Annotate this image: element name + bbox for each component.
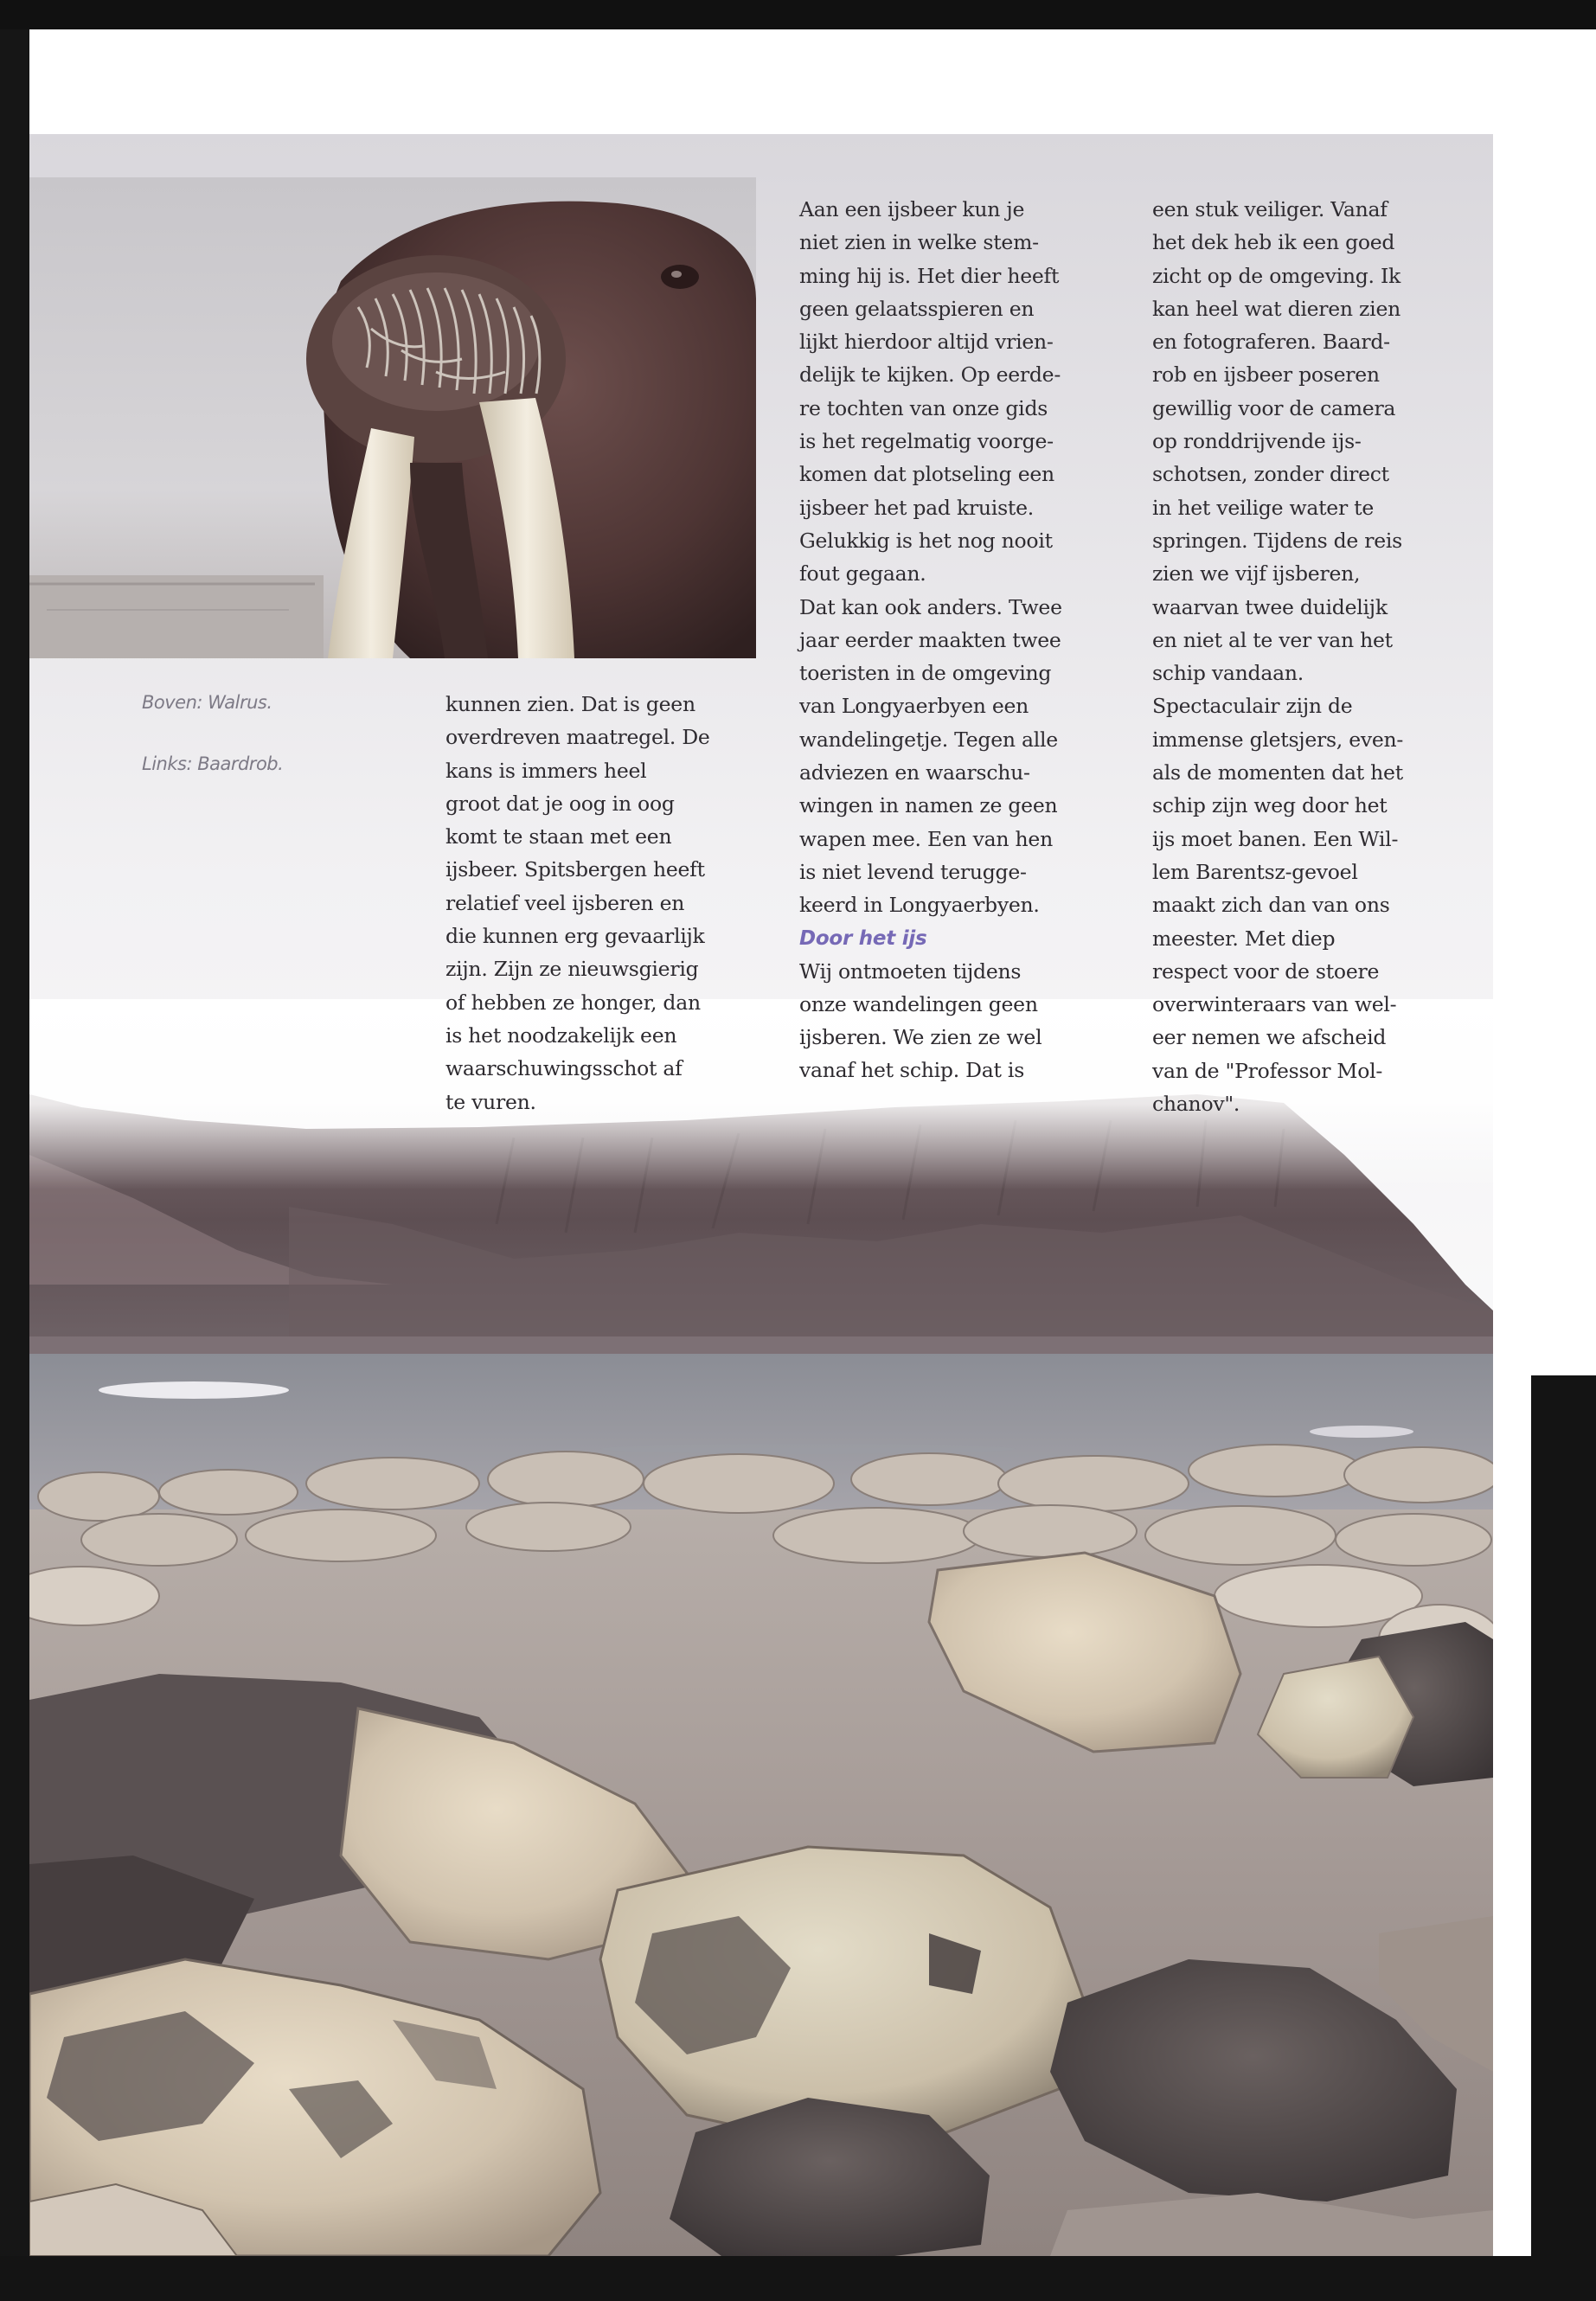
paragraph: Dat kan ook anders. Twee jaar eerder maakten twee toeristen in de omgeving van Longyaerbyen een wandelingetje. Tegen alle adviezen en waarschu- wingen in namen ze geen wapen mee. Een van hen is niet levend terugge- keerd in Longyaerbyen. bbox=[799, 594, 1062, 918]
scan-border-right bbox=[1531, 1375, 1596, 2301]
paragraph: een stuk veiliger. Vanaf het dek heb ik een goed zicht op de omgeving. Ik kan heel wat dieren zien en fotograferen. Baard- rob en ijsbeer poseren gewillig voor de camera op ronddrijvende ijs- schotsen, zonder direct in het veilige water te springen. Tijdens de reis zien we vijf ijsberen, waarvan twee duidelijk en niet al te ver van het schip vandaan. Spectaculair zijn de immense gletsjers, even- als de momenten dat het schip zijn weg door het ijs moet banen. Een Wil- lem Barentsz-gevoel maakt zich dan van ons meester. Met diep respect voor de stoere overwinteraars van wel- eer nemen we afscheid van de "Professor Mol- chanov". bbox=[1152, 197, 1404, 1117]
subheading: Door het ijs bbox=[799, 926, 927, 950]
scan-border-left bbox=[0, 29, 29, 2301]
text-column-1 bbox=[445, 688, 766, 1118]
caption-bearded-seal: Links: Baardrob. bbox=[142, 753, 284, 774]
paragraph: kunnen zien. Dat is geen overdreven maatregel. De kans is immers heel groot dat je oog in oog komt te staan met een ijsbeer. Spitsbergen heeft relatief veel ijsberen en die kunnen erg gevaarlijk zijn. Zijn ze nieuwsgierig of hebben ze honger, dan is het noodzakelijk een waarschuwingsschot af te vuren. bbox=[445, 692, 710, 1114]
magazine-page bbox=[29, 134, 1493, 2256]
caption-walrus: Boven: Walrus. bbox=[142, 692, 272, 713]
text-column-3 bbox=[1152, 193, 1472, 1120]
walrus-photo bbox=[29, 177, 756, 658]
paragraph: Aan een ijsbeer kun je niet zien in welke stem- ming hij is. Het dier heeft geen gelaatsspieren en lijkt hierdoor altijd vrien- delijk te kijken. Op eerde- re tochten van onze gids is het regelmatig voorge- komen dat plotseling een ijsbeer het pad kruiste. Gelukkig is het nog nooit fout gegaan. bbox=[799, 197, 1061, 586]
scan-border-top bbox=[0, 0, 1596, 29]
scan-border-bottom bbox=[0, 2256, 1596, 2301]
text-column-2 bbox=[799, 193, 1119, 1087]
paragraph: Wij ontmoeten tijdens onze wandelingen geen ijsberen. We zien ze wel vanaf het schip. Dat is bbox=[799, 958, 1042, 1083]
